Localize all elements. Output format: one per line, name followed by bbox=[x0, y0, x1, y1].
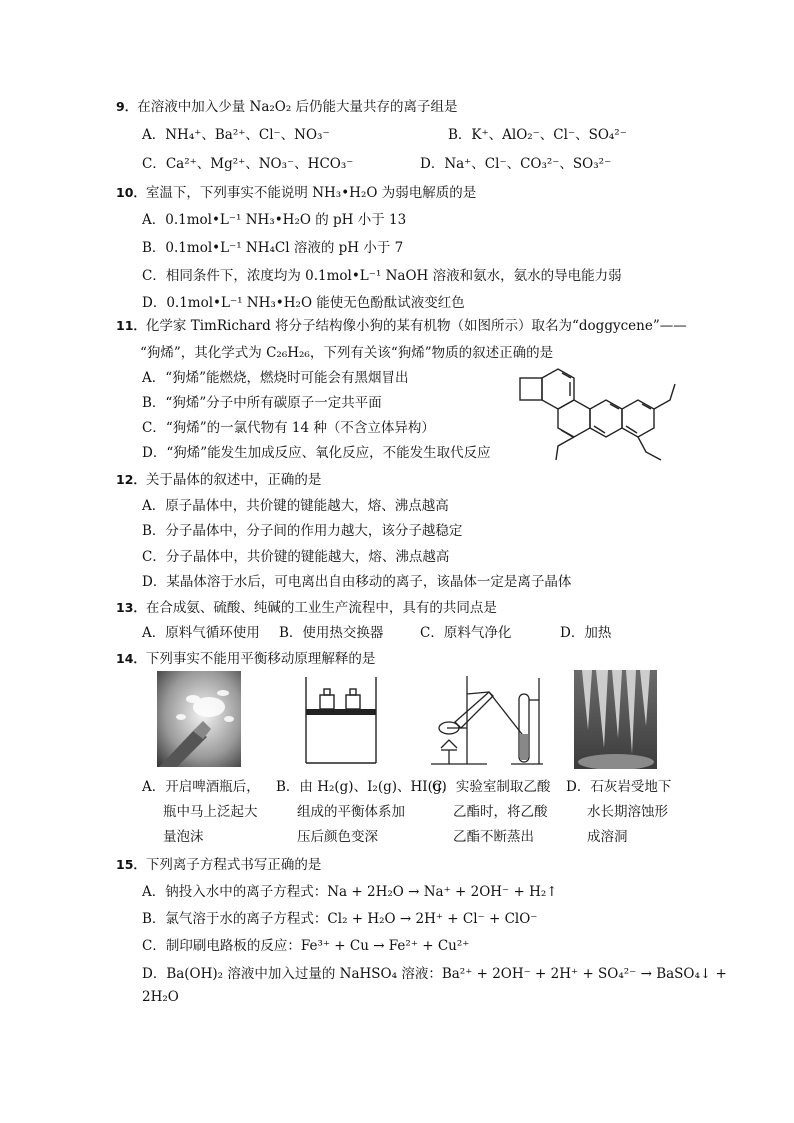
question-stem-line-2: “狗烯”，其化学式为 C₂₆H₂₆，下列有关该“狗烯”物质的叙述正确的是 bbox=[140, 345, 554, 361]
question-stem: 下列事实不能用平衡移动原理解释的是 bbox=[145, 651, 376, 667]
question-9: 9．在溶液中加入少量 Na₂O₂ 后仍能大量共存的离子组是 bbox=[116, 99, 458, 115]
option-d: D．Na⁺、Cl⁻、CO₃²⁻、SO₃²⁻ bbox=[420, 156, 612, 172]
question-number: 15 bbox=[116, 857, 134, 872]
option-a: A．NH₄⁺、Ba²⁺、Cl⁻、NO₃⁻ bbox=[142, 127, 330, 143]
option-a: A．0.1mol•L⁻¹ NH₃•H₂O 的 pH 小于 13 bbox=[142, 212, 407, 228]
equilibrium-cylinder-figure bbox=[300, 673, 382, 765]
question-stem: 化学家 TimRichard 将分子结构像小狗的某有机物（如图所示）取名为“doggycene”—— bbox=[145, 318, 687, 334]
option-a: A．“狗烯”能燃烧，燃烧时可能会有黑烟冒出 bbox=[142, 370, 409, 386]
option-c bbox=[432, 775, 550, 850]
option-b-line-3: 压后颜色变深 bbox=[297, 829, 378, 845]
option-a-line-1: A．开启啤酒瓶后， bbox=[142, 779, 260, 795]
question-number: 13 bbox=[116, 600, 134, 615]
question-12: 12．关于晶体的叙述中，正确的是 bbox=[116, 472, 322, 488]
option-d: D．Ba(OH)₂ 溶液中加入过量的 NaHSO₄ 溶液：Ba²⁺ + 2OH⁻ + 2H⁺ + SO₄²⁻ → BaSO₄↓ + bbox=[142, 966, 727, 982]
option-d-line-1: D．石灰岩受地下 bbox=[566, 779, 672, 795]
option-a-line-3: 量泡沫 bbox=[163, 829, 204, 845]
option-a: A．原料气循环使用 bbox=[142, 625, 260, 641]
doggycene-structure-figure bbox=[515, 356, 685, 468]
option-c: C．原料气净化 bbox=[420, 625, 512, 641]
question-stem: 在合成氨、硫酸、纯碱的工业生产流程中，具有的共同点是 bbox=[145, 600, 497, 616]
option-c: C．Ca²⁺、Mg²⁺、NO₃⁻、HCO₃⁻ bbox=[142, 156, 354, 172]
option-b: B．氯气溶于水的离子方程式：Cl₂ + H₂O → 2H⁺ + Cl⁻ + ClO⁻ bbox=[142, 911, 538, 927]
option-c: C．制印刷电路板的反应：Fe³⁺ + Cu → Fe²⁺ + Cu²⁺ bbox=[142, 938, 470, 954]
option-b: B．使用热交换器 bbox=[279, 625, 384, 641]
option-d-line-2: 水长期溶蚀形 bbox=[587, 804, 668, 820]
question-number: 11 bbox=[116, 318, 134, 333]
option-c: C．“狗烯”的一氯代物有 14 种（不含立体异构） bbox=[142, 420, 435, 436]
option-c-line-2: 乙酯时，将乙酸 bbox=[453, 804, 548, 820]
beer-bottle-photo bbox=[157, 671, 241, 767]
option-d-line-3: 成溶洞 bbox=[587, 829, 628, 845]
option-d: D．某晶体溶于水后，可电离出自由移动的离子，该晶体一定是离子晶体 bbox=[142, 574, 572, 590]
option-b-line-1: B．由 H₂(g)、I₂(g)、HI(g) bbox=[276, 779, 447, 795]
option-c-line-3: 乙酯不断蒸出 bbox=[453, 829, 534, 845]
option-b bbox=[276, 775, 447, 850]
question-number: 9 bbox=[116, 99, 125, 114]
question-number: 12 bbox=[116, 472, 134, 487]
option-c-line-1: C．实验室制取乙酸 bbox=[432, 779, 551, 795]
question-number: 10 bbox=[116, 185, 134, 200]
option-d: D．0.1mol•L⁻¹ NH₃•H₂O 能使无色酚酞试液变红色 bbox=[142, 295, 465, 311]
option-d bbox=[566, 775, 671, 850]
option-c: C．相同条件下，浓度均为 0.1mol•L⁻¹ NaOH 溶液和氨水，氨水的导电能力弱 bbox=[142, 268, 622, 284]
limestone-cave-photo bbox=[574, 670, 657, 769]
question-stem: 室温下，下列事实不能说明 NH₃•H₂O 为弱电解质的是 bbox=[145, 185, 477, 201]
question-number: 14 bbox=[116, 651, 134, 666]
question-14: 14．下列事实不能用平衡移动原理解释的是 bbox=[116, 651, 376, 667]
option-b: B．“狗烯”分子中所有碳原子一定共平面 bbox=[142, 395, 382, 411]
option-d: D．“狗烯”能发生加成反应、氧化反应，不能发生取代反应 bbox=[142, 445, 491, 461]
option-a: A．钠投入水中的离子方程式：Na + 2H₂O → Na⁺ + 2OH⁻ + H₂↑ bbox=[142, 884, 558, 900]
option-b: B．K⁺、AlO₂⁻、Cl⁻、SO₄²⁻ bbox=[448, 127, 627, 143]
question-13: 13．在合成氨、硫酸、纯碱的工业生产流程中，具有的共同点是 bbox=[116, 600, 497, 616]
question-stem: 关于晶体的叙述中，正确的是 bbox=[145, 472, 322, 488]
option-b-line-2: 组成的平衡体系加 bbox=[297, 804, 405, 820]
distillation-apparatus-figure bbox=[427, 670, 547, 768]
option-d-continuation: 2H₂O bbox=[142, 989, 179, 1005]
option-d: D．加热 bbox=[560, 625, 612, 641]
question-11: 11．化学家 TimRichard 将分子结构像小狗的某有机物（如图所示）取名为“doggycene”—— bbox=[116, 318, 687, 334]
option-a bbox=[142, 775, 260, 850]
option-a-line-2: 瓶中马上泛起大 bbox=[163, 804, 258, 820]
option-b: B．0.1mol•L⁻¹ NH₄Cl 溶液的 pH 小于 7 bbox=[142, 240, 404, 256]
option-b: B．分子晶体中，分子间的作用力越大，该分子越稳定 bbox=[142, 523, 463, 539]
question-stem: 下列离子方程式书写正确的是 bbox=[145, 857, 322, 873]
question-stem: 在溶液中加入少量 Na₂O₂ 后仍能大量共存的离子组是 bbox=[137, 99, 458, 115]
option-c: C．分子晶体中，共价键的键能越大，熔、沸点越高 bbox=[142, 549, 450, 565]
question-10: 10．室温下，下列事实不能说明 NH₃•H₂O 为弱电解质的是 bbox=[116, 185, 477, 201]
question-15: 15．下列离子方程式书写正确的是 bbox=[116, 857, 322, 873]
option-a: A．原子晶体中，共价键的键能越大，熔、沸点越高 bbox=[142, 498, 449, 514]
